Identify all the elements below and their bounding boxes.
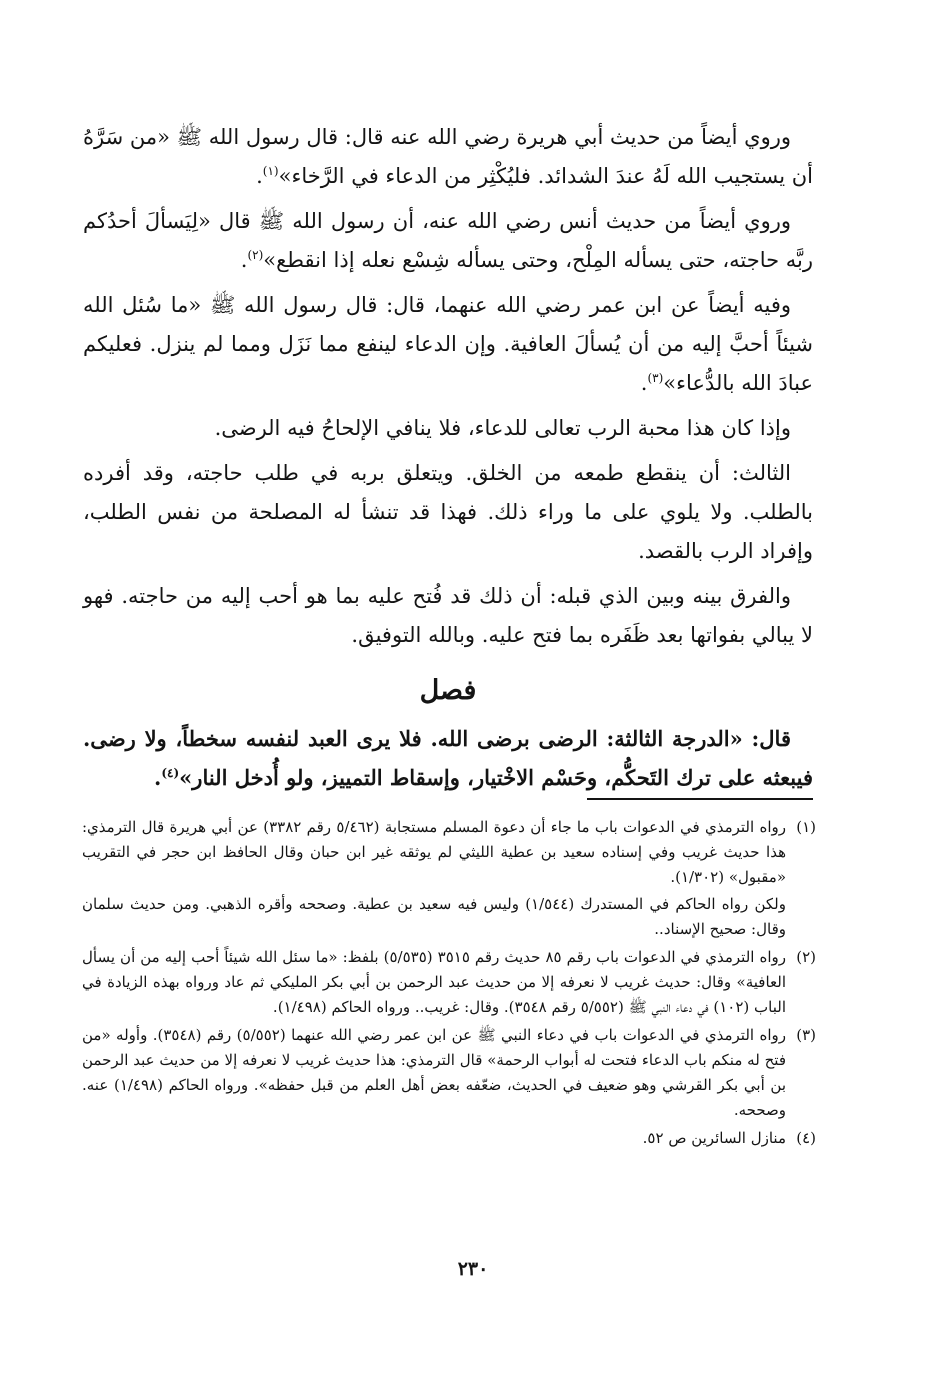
quote-paragraph (83, 719, 813, 797)
paragraph-5 (83, 454, 813, 571)
paragraph-2-text: وروي أيضاً من حديث أنس رضي الله عنه، أن رسول الله ﷺ قال «لِيَسألَ أحدُكم ربَّه حاجته، حتى يسأله المِلْح، وحتى يسأله شِسْع نعله إذا انقطع» (83, 209, 813, 272)
footnote-1-body: رواه الترمذي في الدعوات باب ما جاء أن دعوة المسلم مستجابة (٥/٤٦٢ رقم ٣٣٨٢) عن أبي هريرة قال الترمذي: هذا حديث غريب وفي إسناده سعيد بن عطية الليثي لم يوثقه غير ابن حبان وقال الحافظ ابن حجر في التقريب «مقبول» (١/٣٠٢). (82, 818, 787, 886)
section-heading: فصل (419, 675, 477, 706)
footnote-number: (١) (796, 818, 816, 836)
footnotes (82, 815, 816, 1154)
paragraph-1-text: وروي أيضاً من حديث أبي هريرة رضي الله عنه قال: قال رسول الله ﷺ «من سَرَّهُ أن يستجيب الله لَهُ عندَ الشدائد. فليُكْثِر من الدعاء في الرَّخاء» (83, 125, 813, 188)
footnote-3 (82, 1023, 816, 1123)
footnote-text (82, 815, 786, 942)
paragraph-2 (83, 202, 813, 280)
footnote-1-continuation: ولكن رواه الحاكم في المستدرك (١/٥٤٤) وليس فيه سعيد بن عطية. وصححه وأقره الذهبي. ومن حديث سلمان وقال: صحيح الإسناد.. (82, 895, 786, 938)
paragraph-4 (83, 409, 813, 448)
page-number: ٢٣٠ (457, 1258, 489, 1280)
footnote-number: (٣) (796, 1026, 816, 1044)
footnote-ref-4: (٤) (161, 766, 180, 780)
paragraph-4-text: وإذا كان هذا محبة الرب تعالى للدعاء، فلا ينافي الإلحاحُ فيه الرضى. (214, 416, 791, 440)
footnote-ref-2: (٢) (247, 248, 264, 262)
footnote-1 (82, 815, 816, 942)
footnote-number: (٢) (796, 948, 816, 966)
footnote-separator (587, 798, 813, 800)
footnote-text: رواه الترمذي في الدعوات باب في دعاء النبي ﷺ عن ابن عمر رضي الله عنهما (٥/٥٥٢) رقم (٣٥٤٨). وأوله «من فتح له منكم باب الدعاء فتحت له أبواب الرحمة» قال الترمذي: هذا حديث غريب لا نعرفه إلا من حديث عبد الرحمن بن أبي بكر القرشي وهو ضعيف في الحديث، ضعّفه بعض أهل العلم من قبل حفظه». ورواه الحاكم (١/٤٩٨) عنه. وصححه. (82, 1026, 786, 1119)
footnote-2 (82, 945, 816, 1020)
paragraph-1 (83, 118, 813, 196)
paragraph-3-tail: . (640, 371, 648, 395)
footnote-number: (٤) (796, 1129, 816, 1147)
footnote-text: منازل السائرين ص ٥٢. (642, 1129, 786, 1147)
footnote-ref-1: (١) (262, 164, 279, 178)
main-text (83, 118, 813, 803)
paragraph-5-text: الثالث: أن ينقطع طمعه من الخلق. ويتعلق بربه في طلب حاجته، وقد أفرده بالطلب. ولا يلوي على ما وراء ذلك. فهذا قد تنشأ له المصلحة من نفس الطلب، وإفراد الرب بالقصد. (83, 461, 813, 563)
footnote-text: رواه الترمذي في الدعوات باب رقم ٨٥ حديث رقم ٣٥١٥ (٥/٥٣٥) بلفظ: «ما سئل الله شيئاً أحب إليه من أن يسأل العافية» وقال: حديث غريب لا نعرفه إلا من حديث عبد الرحمن بن أبي بكر المليكي ثم عاد ورواه بهذه الزيادة في الباب (١٠٢) في دعاء النبي ﷺ (٥/٥٥٢ رقم ٣٥٤٨). وقال: غريب.. ورواه الحاكم (١/٤٩٨). (82, 948, 786, 1016)
paragraph-3 (83, 286, 813, 403)
quote-tail: . (154, 765, 162, 790)
paragraph-6 (83, 577, 813, 655)
paragraph-3-text: وفيه أيضاً عن ابن عمر رضي الله عنهما، قال: قال رسول الله ﷺ «ما سُئل الله شيئاً أحبَّ إليه من أن يُسألَ العافية. وإن الدعاء لينفع مما نَزَل ومما لم ينزل. فعليكم عبادَ الله بالدُّعاء» (83, 293, 813, 395)
paragraph-1-tail: . (256, 164, 263, 188)
paragraph-6-text: والفرق بينه وبين الذي قبله: أن ذلك قد فُتح عليه بما هو أحب إليه من حاجته. فهو لا يبالي بفواتها بعد ظَفَره بما فتح عليه. وبالله التوفيق. (83, 584, 813, 647)
quote-text: قال: «الدرجة الثالثة: الرضى برضى الله. فلا يرى العبد لنفسه سخطاً، ولا رضى. فيبعثه على ترك التَحكُّم، وحَسْم الاخْتيار، وإسقاط التمييز، ولو أُدخل النار» (83, 726, 813, 790)
paragraph-2-tail: . (240, 248, 248, 272)
footnote-ref-3: (٣) (647, 371, 664, 385)
footnote-4 (82, 1126, 816, 1151)
